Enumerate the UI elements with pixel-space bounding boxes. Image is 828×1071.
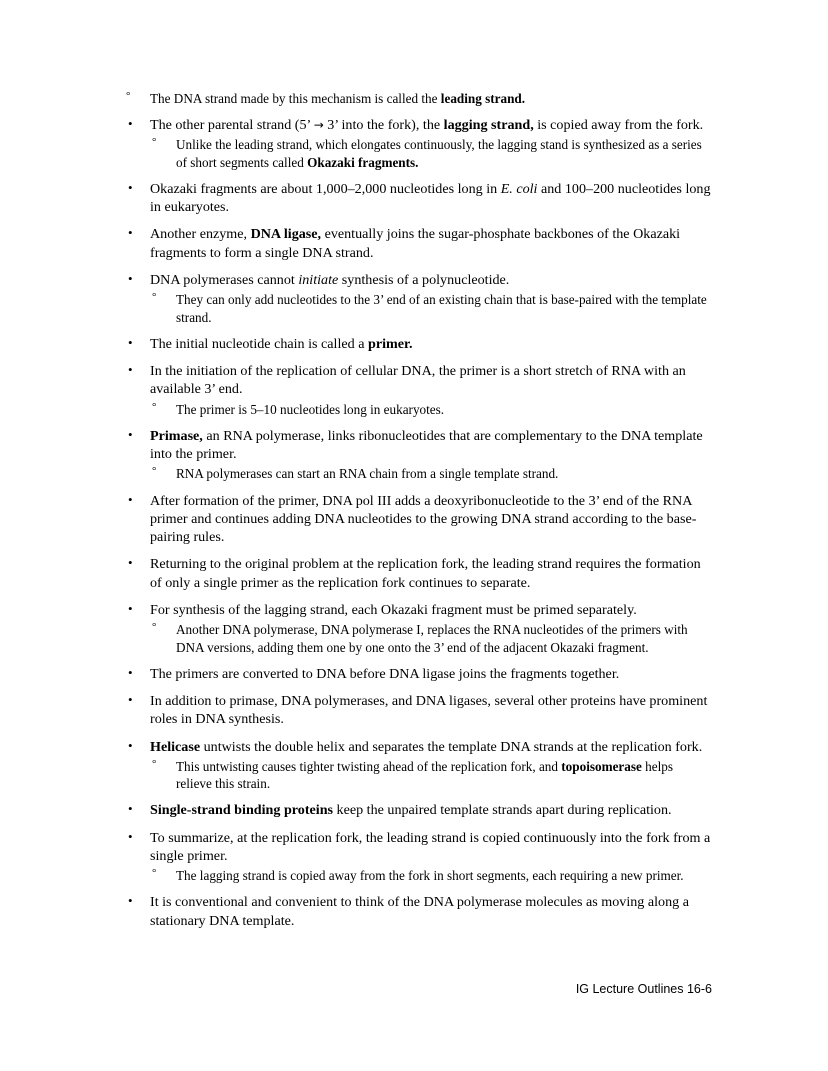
outline-item-text: For synthesis of the lagging strand, each Okazaki fragment must be primed separately. [150,602,637,619]
bullet-icon: • [128,271,133,287]
outline-body [124,88,712,939]
outline-item-text: The initial nucleotide chain is called a primer. [150,335,413,352]
outline-item-primers-converted-before-ligase [124,665,712,683]
outline-item-text: The primer is 5–10 nucleotides long in eukaryotes. [176,401,445,417]
outline-sublist [150,867,712,884]
outline-item-dna-ligase-joins-backbones [124,225,712,262]
circle-bullet-icon: ° [126,90,131,102]
outline-item-summary-lagging-strand [150,867,712,884]
circle-bullet-icon: ° [152,867,157,880]
outline-item-leading-strand-name [124,90,712,107]
outline-item-primase-function [124,427,712,483]
outline-item-primer-definition [124,335,712,353]
outline-item-polymerases-cannot-initiate [124,271,712,326]
outline-item-single-strand-binding-proteins [124,801,712,819]
outline-item-text: In the initiation of the replication of cellular DNA, the primer is a short stretch of RNA with an available 3’ end. [150,362,686,398]
outline-item-helicase-function [124,738,712,793]
outline-item-primer-is-rna [124,362,712,418]
outline-item-leading-strand-single-primer [124,555,712,592]
outline-item-text: Single-strand binding proteins keep the unpaired template strands apart during replication. [150,802,672,819]
bullet-icon: • [128,179,133,195]
outline-item-text: The lagging strand is copied away from the fork in short segments, each requiring a new primer. [176,868,684,884]
outline-item-text: Helicase untwists the double helix and separates the template DNA strands at the replication fork. [150,738,703,755]
bullet-icon: • [128,692,133,708]
circle-bullet-icon: ° [152,465,157,478]
circle-bullet-icon: ° [152,291,157,304]
outline-sublist [124,90,712,107]
bullet-icon: • [128,334,133,350]
bullet-icon: • [128,116,133,132]
circle-bullet-icon: ° [152,757,157,770]
bullet-icon: • [128,893,133,909]
outline-item-wrapper [124,90,712,107]
outline-item-lagging-strand-copied-away [124,116,712,171]
bullet-icon: • [128,601,133,617]
outline-item-okazaki-fragments-definition [150,136,712,170]
outline-sublist [150,136,712,170]
outline-sublist [150,291,712,325]
bullet-icon: • [128,491,133,507]
bullet-icon: • [128,555,133,571]
footer-label: IG Lecture Outlines 16-6 [575,982,712,996]
outline-item-text: After formation of the primer, DNA pol III adds a deoxyribonucleotide to the 3’ end of the RNA primer and continues adding DNA nucleotides to the growing DNA strand according to the base-pairing rules. [150,492,697,546]
outline-item-dna-polymerase-i-replaces-rna [150,621,712,655]
outline-sublist [150,758,712,792]
outline-item-text: Okazaki fragments are about 1,000–2,000 nucleotides long in E. coli and 100–200 nucleotides long in eukaryotes. [150,180,711,216]
outline-item-text: DNA polymerases cannot initiate synthesis of a polynucleotide. [150,272,510,289]
circle-bullet-icon: ° [152,400,157,413]
circle-bullet-icon: ° [152,136,157,149]
outline-item-text: Unlike the leading strand, which elongates continuously, the lagging stand is synthesized as a series of short segments called Okazaki fragments. [176,137,702,170]
outline-sublist [150,401,712,418]
bullet-icon: • [128,737,133,753]
outline-item-okazaki-fragment-lengths [124,180,712,217]
bullet-icon: • [128,225,133,241]
outline-item-text: In addition to primase, DNA polymerases, and DNA ligases, several other proteins have prominent roles in DNA synthesis. [150,693,708,728]
bullet-icon: • [128,801,133,817]
outline-item-text: Another DNA polymerase, DNA polymerase I, replaces the RNA nucleotides of the primers with DNA versions, adding them one by one onto the 3’ end of the adjacent Okazaki fragment. [176,622,688,655]
outline-item-text: The primers are converted to DNA before DNA ligase joins the fragments together. [150,665,620,682]
outline-item-text: Another enzyme, DNA ligase, eventually joins the sugar-phosphate backbones of the Okazaki fragments to form a single DNA strand. [150,226,681,261]
outline-item-text: They can only add nucleotides to the 3’ end of an existing chain that is base-paired with the template strand. [176,292,707,325]
outline-sublist [150,621,712,655]
outline-item-topoisomerase-relieves-strain [150,758,712,792]
outline-item-text: It is conventional and convenient to think of the DNA polymerase molecules as moving along a stationary DNA template. [150,894,689,929]
bullet-icon: • [128,361,133,377]
outline-item-primer-length-eukaryotes [150,401,712,418]
bullet-icon: • [128,828,133,844]
outline-item-polymerases-moving-along-template [124,893,712,930]
outline-item-lagging-strand-primed-separately [124,601,712,656]
outline-item-text: Primase, an RNA polymerase, links ribonucleotides that are complementary to the DNA template into the primer. [150,427,703,463]
bullet-icon: • [128,664,133,680]
outline-list [124,90,712,930]
outline-item-other-proteins-in-synthesis [124,692,712,729]
outline-item-text: Returning to the original problem at the replication fork, the leading strand requires the formation of only a single primer as the replication fork continues to separate. [150,556,701,591]
outline-item-text: The other parental strand (5’ → 3’ into the fork), the lagging strand, is copied away from the fork. [150,117,704,134]
page-footer [124,982,712,996]
outline-item-text: This untwisting causes tighter twisting ahead of the replication fork, and topoisomerase helps relieve this strain. [176,758,673,792]
outline-item-text: To summarize, at the replication fork, the leading strand is copied continuously into the fork from a single primer. [150,829,711,864]
outline-item-text: RNA polymerases can start an RNA chain from a single template strand. [176,466,559,482]
outline-item-summary-leading-strand [124,829,712,885]
outline-item-add-to-3-prime-end [150,291,712,325]
outline-item-dna-pol-iii-extends-primer [124,492,712,547]
outline-sublist [150,465,712,482]
bullet-icon: • [128,426,133,442]
outline-item-rna-polymerase-single-template [150,465,712,482]
outline-item-text: The DNA strand made by this mechanism is called the leading strand. [150,91,526,106]
circle-bullet-icon: ° [152,621,157,634]
